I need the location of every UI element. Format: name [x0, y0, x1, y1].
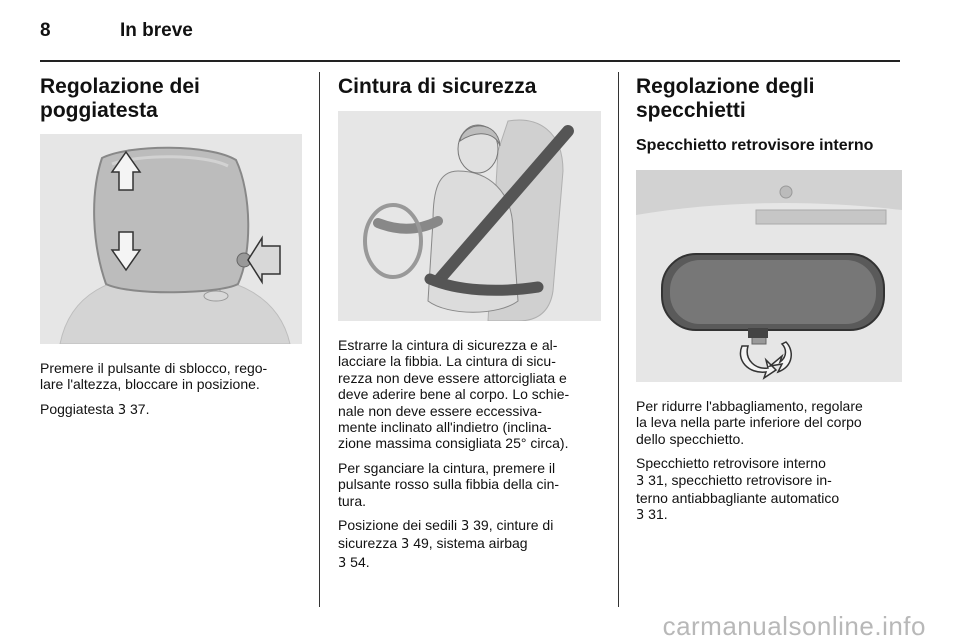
- mirror-illustration: [636, 170, 902, 382]
- section-headrest: [40, 75, 302, 419]
- chapter-title: In breve: [120, 20, 193, 41]
- body-line: dello specchietto.: [636, 430, 745, 447]
- seatbelt-illustration: [338, 111, 601, 321]
- mirror-references: Specchietto retrovisore interno 3 31, specchietto retrovisore in- terno antiabbagliante automatico 3 31.: [636, 455, 902, 525]
- page-ref-arrow-icon: 3: [460, 519, 470, 535]
- column-divider-2: [618, 72, 619, 607]
- section-title-seatbelt: Cintura di sicurezza: [338, 75, 537, 98]
- page-ref-arrow-icon: 3: [636, 473, 645, 489]
- column-divider-1: [319, 72, 320, 607]
- seatbelt-references: Posizione dei sedili 3 39, cinture di sicurezza 3 49, sistema airbag 3 54.: [338, 517, 554, 571]
- section-mirrors: [636, 75, 902, 525]
- section-seatbelt: [338, 75, 601, 572]
- body-line: pulsante rosso sulla fibbia della cin-: [338, 476, 560, 493]
- body-line: deve aderire bene al corpo. Lo schie-: [338, 386, 570, 403]
- body-line: lacciare la fibbia. La cintura di sicu-: [338, 353, 556, 370]
- page-ref-arrow-icon: 3: [117, 402, 127, 418]
- body-line: nale non deve essere eccessiva-: [338, 402, 542, 419]
- headrest-reference: Poggiatesta 3 37.: [40, 400, 150, 418]
- subsection-title-interior-mirror: Specchietto retrovisore interno: [636, 137, 874, 154]
- section-title-mirrors: Regolazione degli specchietti: [636, 75, 815, 122]
- body-line: terno antiabbagliante automatico: [636, 490, 840, 507]
- page-header: [40, 20, 900, 62]
- page-number: 8: [40, 20, 51, 41]
- page-ref-arrow-icon: 3: [401, 537, 410, 553]
- body-line: Estrarre la cintura di sicurezza e al-: [338, 337, 558, 353]
- header-divider: [40, 60, 900, 62]
- body-line: lare l'altezza, bloccare in posizione.: [40, 376, 260, 393]
- body-line: Per ridurre l'abbagliamento, regolare: [636, 398, 863, 414]
- seatbelt-paragraph-2: [338, 460, 601, 509]
- body-line: zione massima consigliata 25° circa).: [338, 435, 569, 452]
- body-line: rezza non deve essere attorcigliata e: [338, 369, 567, 386]
- headrest-description: [40, 360, 302, 393]
- body-line: la leva nella parte inferiore del corpo: [636, 414, 862, 431]
- watermark: carmanualsonline.info: [662, 611, 926, 641]
- body-line: Per sganciare la cintura, premere il: [338, 459, 556, 476]
- page-ref-arrow-icon: 3: [338, 555, 347, 571]
- headrest-illustration: [40, 134, 302, 344]
- body-line: tura.: [338, 492, 367, 509]
- page-ref-arrow-icon: 3: [636, 508, 645, 524]
- mirror-paragraph-1: [636, 398, 902, 447]
- body-line: mente inclinato all'indietro (inclina-: [338, 419, 552, 436]
- body-line: Premere il pulsante di sblocco, rego-: [40, 360, 268, 376]
- section-title-headrest: Regolazione dei poggiatesta: [40, 75, 200, 122]
- seatbelt-paragraph-1: [338, 337, 601, 452]
- body-line: Specchietto retrovisore interno: [636, 455, 826, 472]
